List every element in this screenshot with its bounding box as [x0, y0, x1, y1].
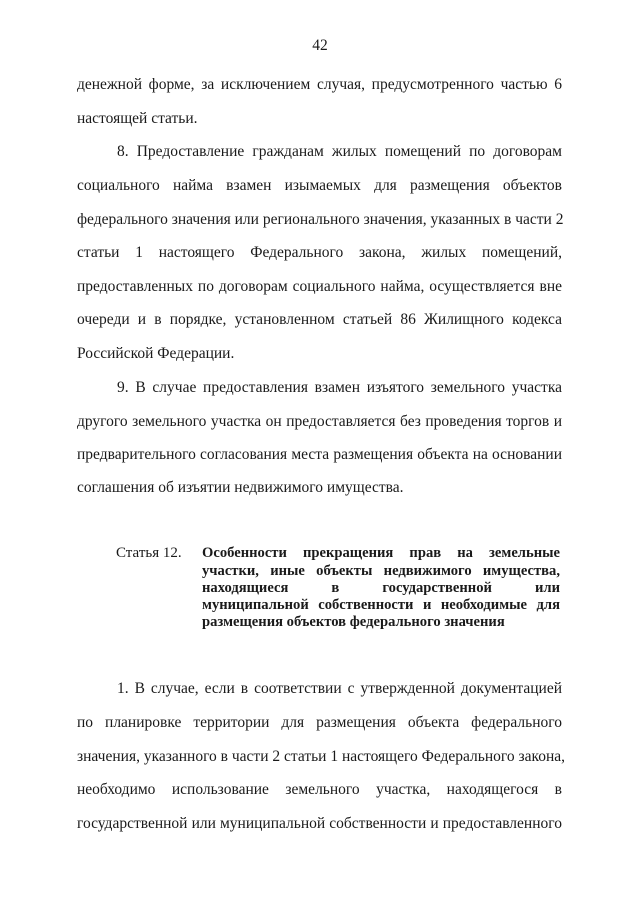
article-title-line: участки, иные объекты недвижимого имущества,: [202, 563, 560, 579]
paragraph-line: 9. В случае предоставления взамен изъятого земельного участка: [117, 379, 562, 396]
article-label: Статья 12.: [116, 545, 182, 561]
paragraph-line: государственной или муниципальной собственности и предоставленного: [77, 815, 562, 832]
article-title-line: Особенности прекращения прав на земельные: [202, 545, 560, 561]
paragraph-line: по планировке территории для размещения объекта федерального: [77, 714, 562, 731]
paragraph-line: необходимо использование земельного участка, находящегося в: [77, 781, 562, 798]
paragraph-line: предварительного согласования места размещения объекта на основании: [77, 446, 562, 463]
article-title-line: находящиеся в государственной или: [202, 580, 560, 596]
paragraph-line: федерального значения или регионального значения, указанных в части 2: [77, 211, 564, 228]
paragraph-line: статьи 1 настоящего Федерального закона, жилых помещений,: [77, 244, 562, 261]
paragraph-line: 8. Предоставление гражданам жилых помещений по договорам: [117, 143, 562, 160]
paragraph-line: Российской Федерации.: [77, 345, 235, 362]
paragraph-line: очереди и в порядке, установленном статьей 86 Жилищного кодекса: [77, 311, 562, 328]
paragraph-line: денежной форме, за исключением случая, предусмотренного частью 6: [77, 76, 562, 93]
article-title-line: размещения объектов федерального значения: [202, 614, 505, 630]
paragraph-line: значения, указанного в части 2 статьи 1 настоящего Федерального закона,: [77, 748, 566, 765]
paragraph-line: предоставленных по договорам социального найма, осуществляется вне: [77, 278, 562, 295]
paragraph-line: настоящей статьи.: [77, 110, 198, 127]
paragraph-line: социального найма взамен изымаемых для размещения объектов: [77, 177, 562, 194]
page-number: 42: [312, 37, 328, 54]
paragraph-line: другого земельного участка он предоставляется без проведения торгов и: [77, 413, 562, 430]
article-title-line: муниципальной собственности и необходимые для: [202, 597, 560, 613]
paragraph-line: соглашения об изъятии недвижимого имущества.: [77, 479, 404, 496]
paragraph-line: 1. В случае, если в соответствии с утвержденной документацией: [117, 680, 562, 697]
